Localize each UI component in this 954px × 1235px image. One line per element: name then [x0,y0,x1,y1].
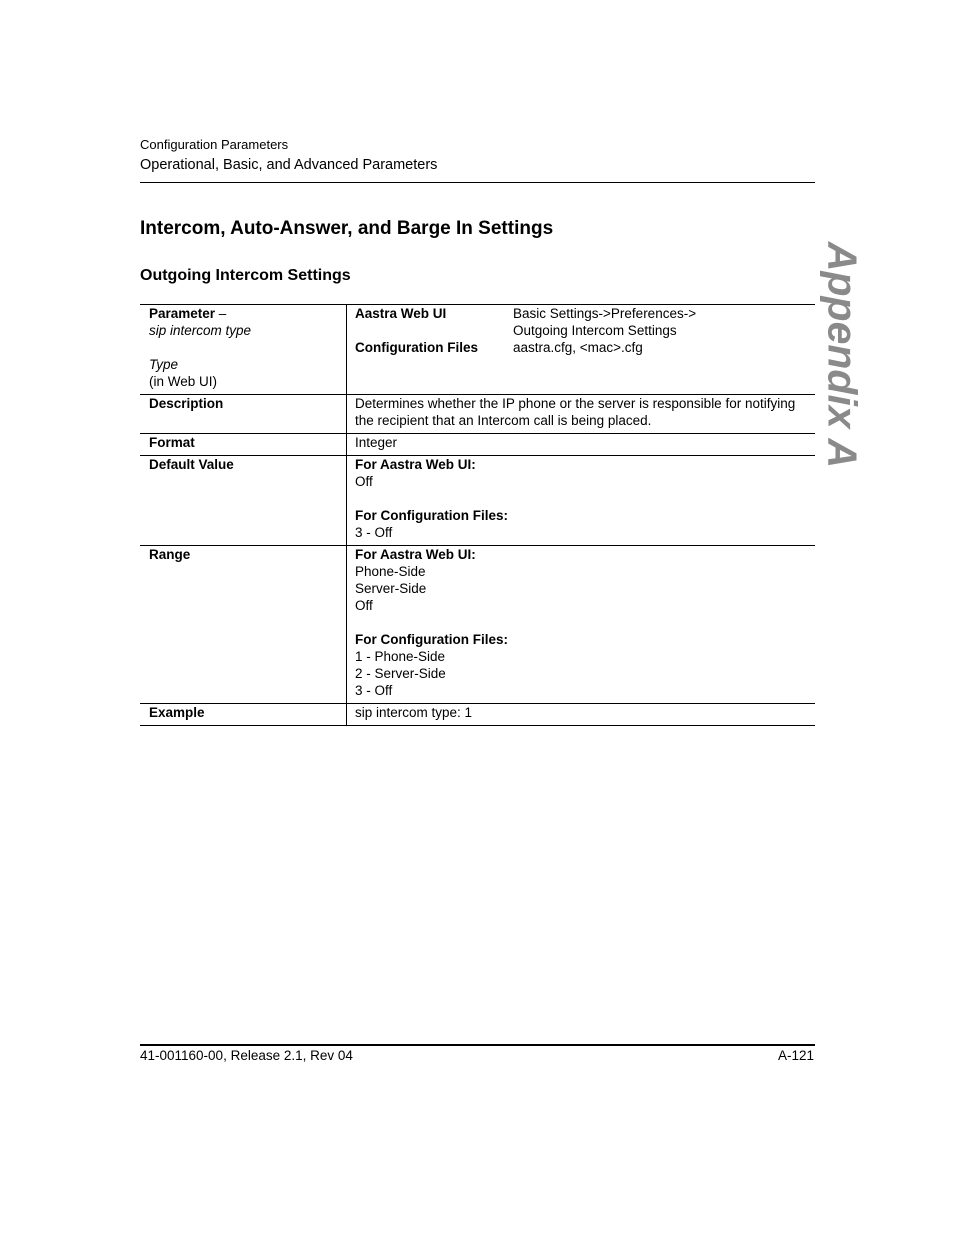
description-label: Description [140,395,347,434]
range-config-option: 1 - Phone-Side [355,649,446,664]
parameter-type-note: (in Web UI) [149,374,218,389]
default-web-ui-value: Off [355,474,373,489]
config-files-value: aastra.cfg, <mac>.cfg [513,340,643,355]
table-row-format [140,434,815,456]
range-config-option: 3 - Off [355,683,393,698]
range-web-ui-heading: For Aastra Web UI: [355,547,476,562]
format-label: Format [140,434,347,456]
footer-page-number: A-121 [777,1048,814,1063]
default-config-value: 3 - Off [355,525,393,540]
table-row-description [140,395,815,434]
default-value-label: Default Value [140,456,347,546]
web-ui-path-1: Basic Settings->Preferences-> [513,306,697,321]
table-row-range [140,546,815,704]
table-row-default-value [140,456,815,546]
range-label: Range [140,546,347,704]
range-config-option: 2 - Server-Side [355,666,446,681]
section-title: Intercom, Auto-Answer, and Barge In Settings [140,218,554,239]
range-web-ui-option: Off [355,598,373,613]
example-label: Example [140,704,347,726]
running-header-section: Operational, Basic, and Advanced Parameters [140,157,438,173]
appendix-side-tab [819,241,866,469]
parameter-table [140,304,815,726]
subsection-title: Outgoing Intercom Settings [140,267,351,284]
table-row-parameter [140,305,815,395]
range-web-ui-option: Phone-Side [355,564,426,579]
web-ui-path-2: Outgoing Intercom Settings [513,323,677,338]
example-value: sip intercom type: 1 [347,704,816,726]
default-web-ui-heading: For Aastra Web UI: [355,457,476,472]
parameter-dash: – [215,306,227,321]
footer-rule [140,1044,815,1046]
range-cell [347,546,816,704]
parameter-value-cell [347,305,816,395]
parameter-label-cell [140,305,347,395]
appendix-side-tab-label: Appendix A [819,241,866,469]
table-row-example [140,704,815,726]
running-header-chapter: Configuration Parameters [140,137,289,152]
format-value: Integer [347,434,816,456]
range-config-heading: For Configuration Files: [355,632,508,647]
description-value: Determines whether the IP phone or the server is responsible for notifying the recipient that an Intercom call is being placed. [347,395,816,434]
footer-doc-id: 41-001160-00, Release 2.1, Rev 04 [140,1048,353,1063]
config-files-key: Configuration Files [355,340,478,355]
parameter-label: Parameter [149,306,216,321]
default-value-cell [347,456,816,546]
default-config-heading: For Configuration Files: [355,508,508,523]
parameter-type-label: Type [149,357,179,372]
parameter-name: sip intercom type [149,323,252,338]
header-rule [140,182,815,183]
range-web-ui-option: Server-Side [355,581,427,596]
web-ui-key: Aastra Web UI [355,306,447,321]
